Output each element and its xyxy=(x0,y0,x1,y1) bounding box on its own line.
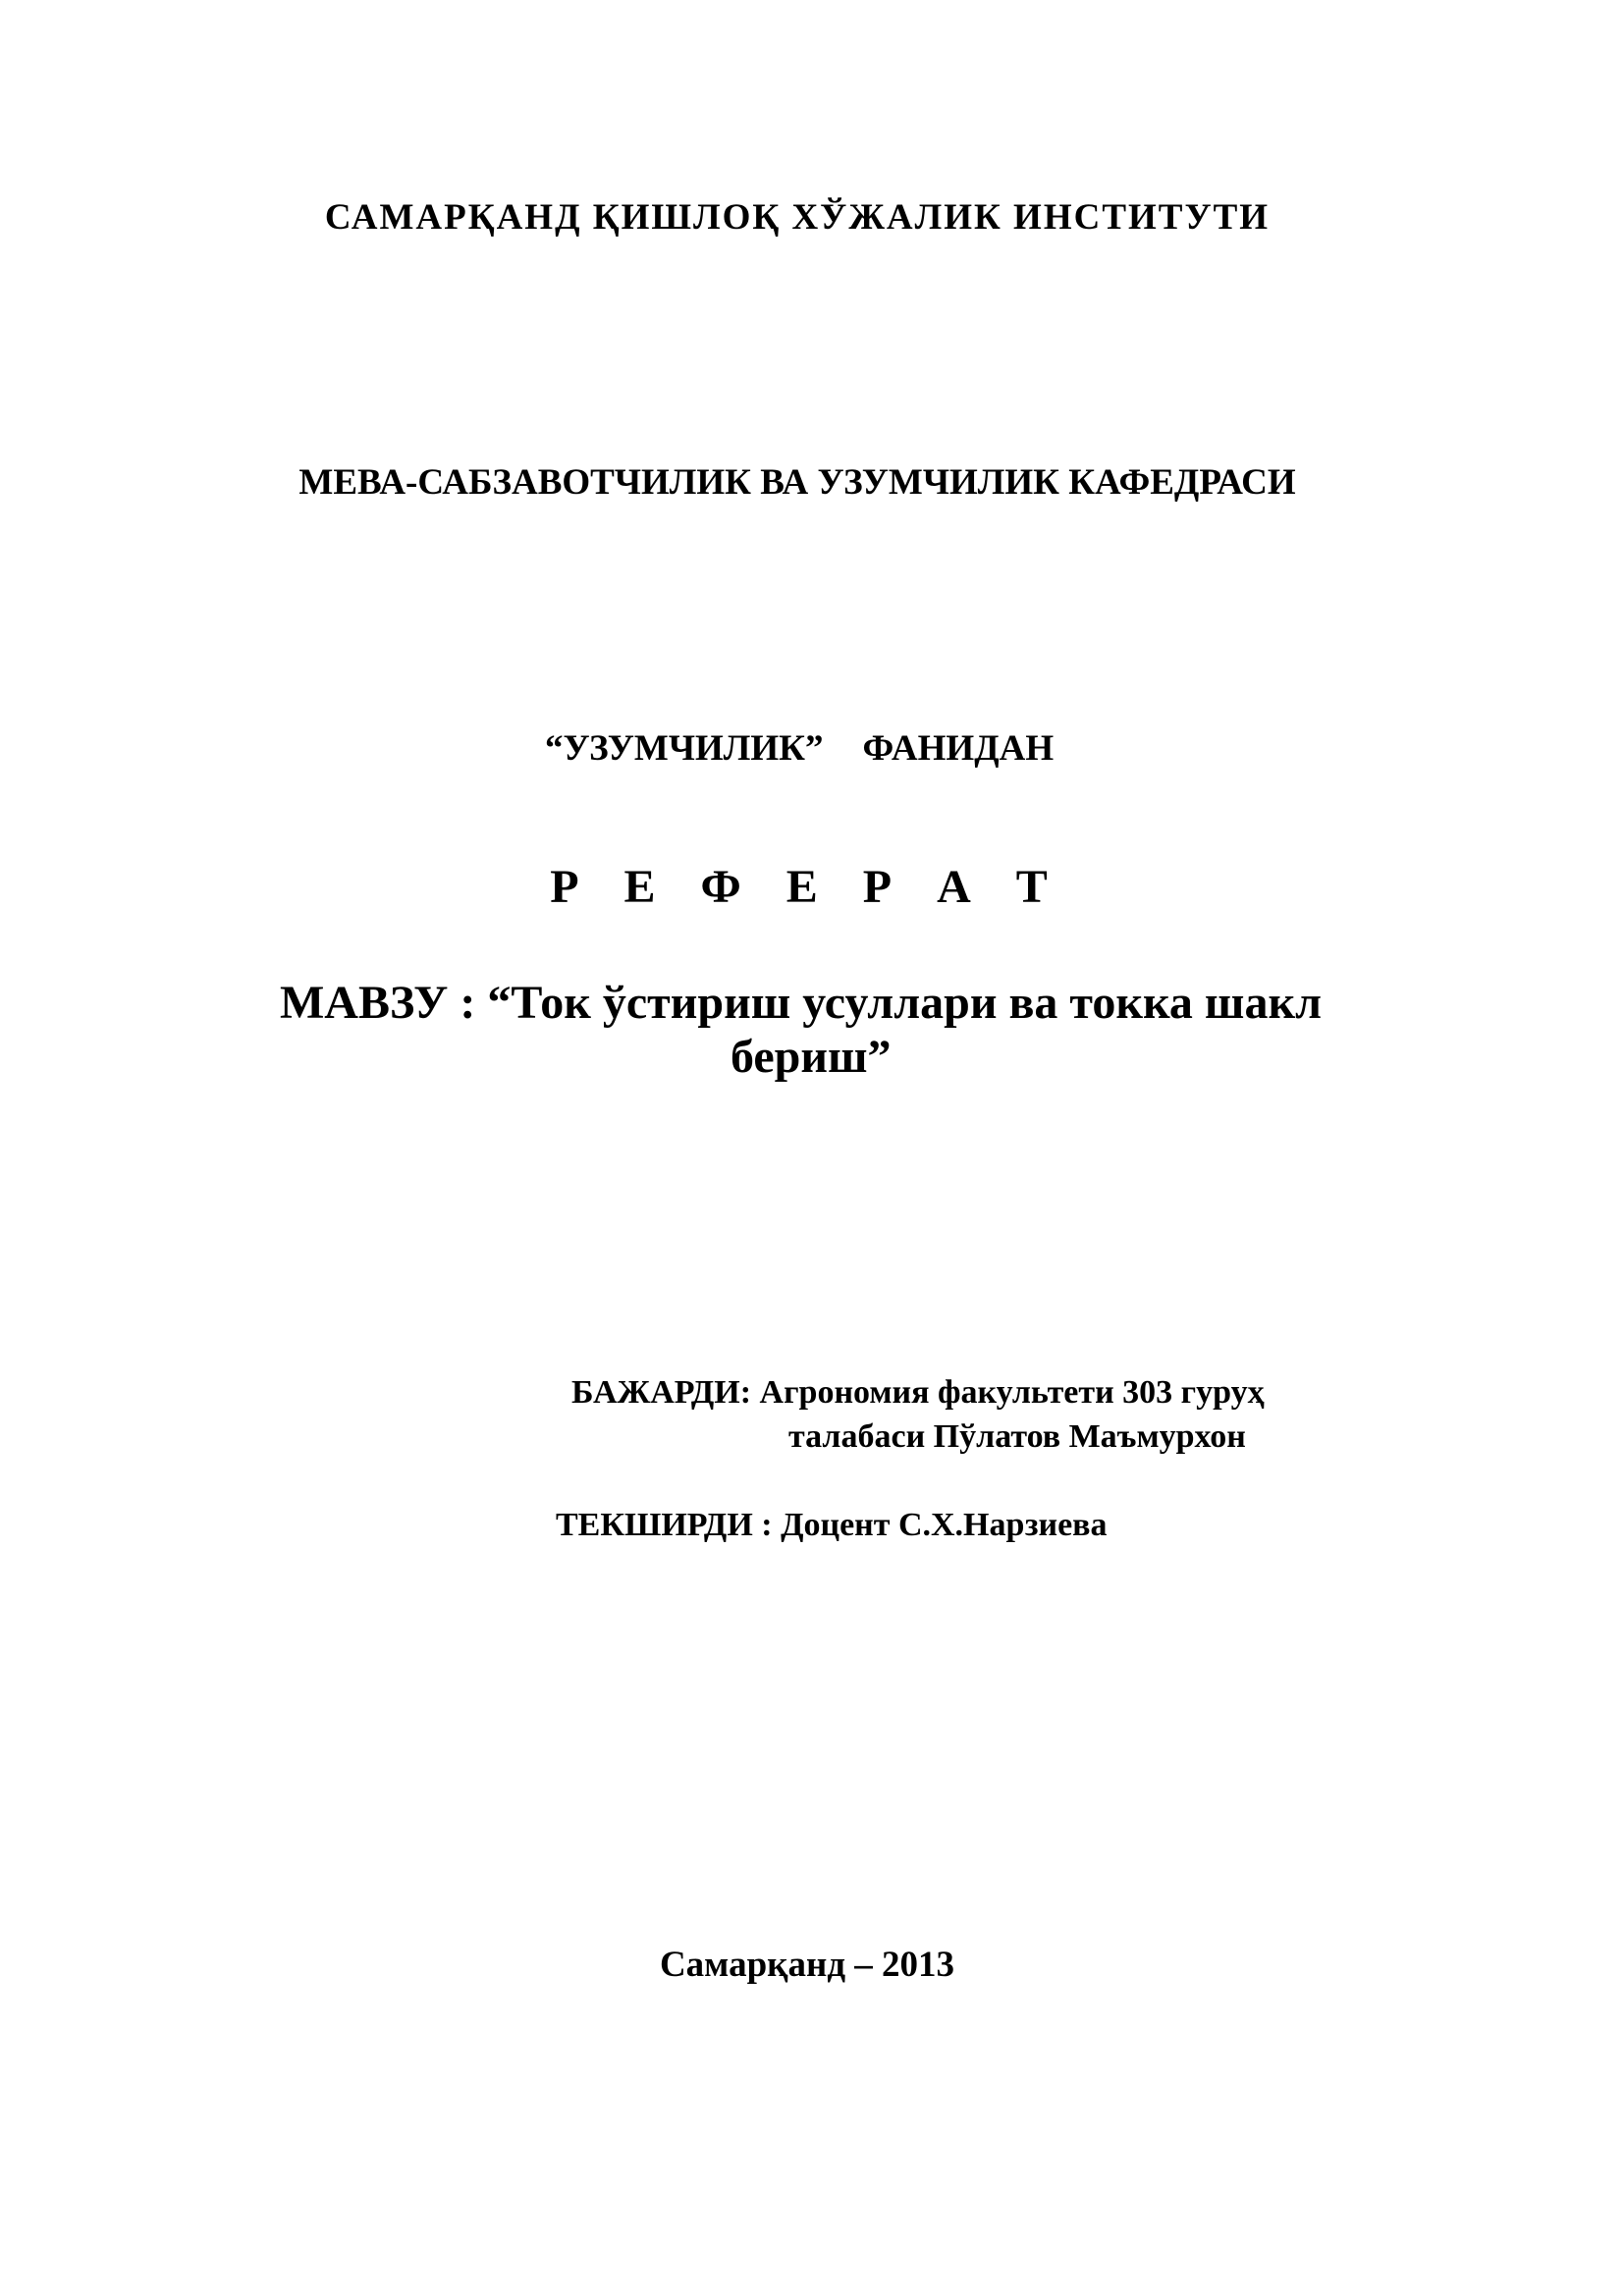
subject-suffix: ФАНИДАН xyxy=(862,728,1055,769)
checker-line: ТЕКШИРДИ : Доцент С.Х.Нарзиева xyxy=(556,1507,1108,1543)
topic-line-1: МАВЗУ : “Ток ўстириш усуллари ва токка шакл xyxy=(280,977,1323,1029)
document-type-heading: Р Е Ф Е Р А Т xyxy=(550,861,1064,913)
city-year: Самарқанд – 2013 xyxy=(659,1945,955,1985)
performer-line-1: БАЖАРДИ: Агрономия факультети 303 гуруҳ xyxy=(571,1374,1265,1411)
subject-name: “УЗУМЧИЛИК” xyxy=(545,728,824,769)
performer-line-2: талабаси Пўлатов Маъмурхон xyxy=(788,1418,1246,1455)
institute-title: САМАРҚАНД ҚИШЛОҚ ХЎЖАЛИК ИНСТИТУТИ xyxy=(324,197,1271,238)
subject-line xyxy=(545,730,1054,767)
department-title: МЕВА-САБЗАВОТЧИЛИК ВА УЗУМЧИЛИК КАФЕДРАСИ xyxy=(298,462,1296,503)
topic-line-2: бериш” xyxy=(731,1031,892,1083)
